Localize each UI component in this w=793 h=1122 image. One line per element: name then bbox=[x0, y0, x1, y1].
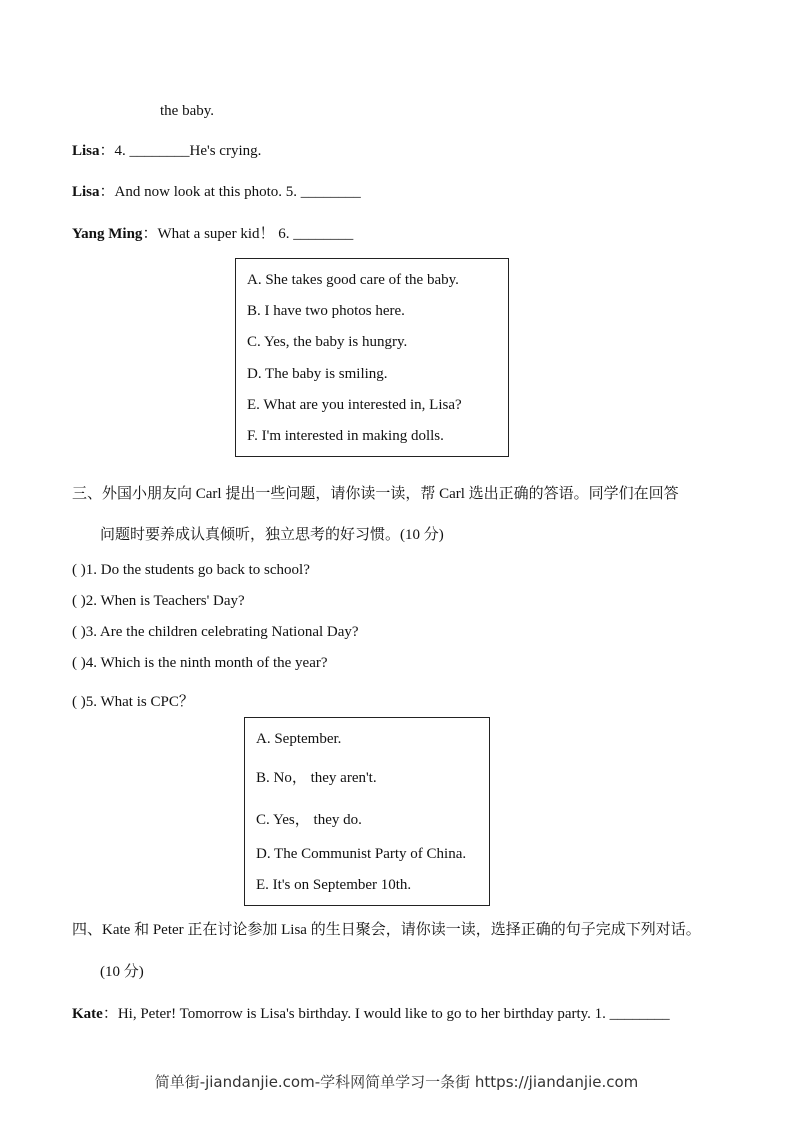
answer-paren: ( ) bbox=[72, 593, 86, 609]
dialog-text: Hi, Peter! Tomorrow is Lisa's birthday. I would like to go to her birthday party. 1. ________ bbox=[117, 1006, 670, 1022]
option-e: E. It's on September 10th. bbox=[256, 877, 412, 893]
question-text: 1. Do the students go back to school? bbox=[85, 562, 310, 578]
question-text: 2. When is Teachers' Day? bbox=[85, 593, 245, 609]
dialog-text: And now look at this photo. 5. ________ bbox=[114, 184, 361, 200]
option-c: C. Yes, the baby is hungry. bbox=[247, 334, 408, 350]
option-b: B. I have two photos here. bbox=[247, 303, 405, 319]
options-box-2 bbox=[244, 717, 490, 906]
speaker-name: Kate bbox=[72, 1006, 103, 1022]
speaker-name: Lisa bbox=[72, 184, 100, 200]
dialog-line-lisa-4 bbox=[72, 139, 261, 160]
option-f: F. I'm interested in making dolls. bbox=[247, 428, 444, 444]
speaker-name: Yang Ming bbox=[72, 226, 143, 242]
answer-paren: ( ) bbox=[72, 624, 86, 640]
option-a: A. September. bbox=[256, 731, 342, 747]
speaker-colon: ： bbox=[142, 226, 158, 242]
answer-paren: ( ) bbox=[72, 694, 86, 710]
option-d: D. The baby is smiling. bbox=[247, 366, 388, 382]
section-3-heading-cont: 问题时要养成认真倾听，独立思考的好习惯。(10 分) bbox=[100, 527, 444, 543]
question-row bbox=[72, 624, 359, 641]
option-d: D. The Communist Party of China. bbox=[256, 846, 467, 862]
footer-watermark: 简单街-jiandanjie.com-学科网简单学习一条街 https://jiandanjie.com bbox=[154, 1073, 639, 1091]
options-box-1 bbox=[235, 258, 509, 457]
question-text: 5. What is CPC？ bbox=[85, 694, 194, 710]
dialog-text: What a super kid！ 6. ________ bbox=[157, 226, 354, 242]
option-e: E. What are you interested in, Lisa? bbox=[247, 397, 462, 413]
question-row bbox=[72, 690, 194, 711]
answer-paren: ( ) bbox=[72, 562, 86, 578]
speaker-name: Lisa bbox=[72, 143, 100, 159]
section-3-heading: 三、外国小朋友向 Carl 提出一些问题，请你读一读，帮 Carl 选出正确的答语。同学们在回答 bbox=[72, 486, 679, 502]
question-text: 4. Which is the ninth month of the year? bbox=[85, 655, 328, 671]
answer-paren: ( ) bbox=[72, 655, 86, 671]
dialog-line-kate-1 bbox=[72, 1002, 670, 1023]
option-b: B. No， they aren't. bbox=[256, 770, 377, 786]
speaker-colon: ： bbox=[102, 1006, 118, 1022]
question-row bbox=[72, 655, 328, 672]
dialog-line-lisa-5 bbox=[72, 180, 361, 201]
section-4-heading: 四、Kate 和 Peter 正在讨论参加 Lisa 的生日聚会，请你读一读，选择正确的句子完成下列对话。 bbox=[72, 922, 701, 938]
option-a: A. She takes good care of the baby. bbox=[247, 272, 459, 288]
question-row bbox=[72, 593, 245, 610]
question-row bbox=[72, 562, 310, 579]
dialog-continuation: the baby. bbox=[160, 103, 215, 119]
speaker-colon: ： bbox=[99, 184, 115, 200]
question-text: 3. Are the children celebrating National Day? bbox=[85, 624, 359, 640]
speaker-colon: ： bbox=[99, 143, 115, 159]
dialog-line-yangming-6 bbox=[72, 222, 353, 243]
option-c: C. Yes， they do. bbox=[256, 812, 362, 828]
dialog-text: 4. ________He's crying. bbox=[114, 143, 262, 159]
section-4-heading-cont: (10 分) bbox=[100, 964, 144, 980]
